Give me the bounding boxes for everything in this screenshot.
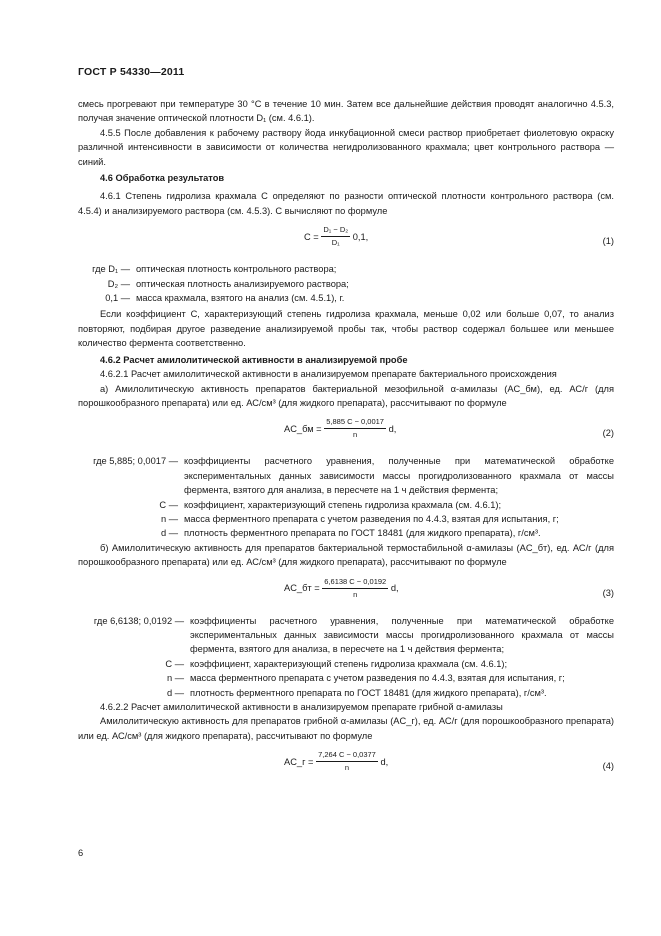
definitions-3: [78, 614, 614, 700]
formula-lhs: AC_г =: [284, 756, 314, 767]
definitions-1: [78, 262, 614, 305]
formula-3: [78, 576, 614, 614]
definitions-2: [78, 454, 614, 540]
fraction: $\frac{6,6138 C - 0,0192}{n}$: [324, 576, 387, 599]
formula-tail: d,: [390, 582, 399, 593]
section-heading: 4.6.2 Расчет амилолитической активности в анализируемой пробе: [100, 354, 408, 365]
def-key: d —: [160, 528, 178, 539]
def-key: C —: [159, 499, 178, 510]
def-key: 0,1 —: [105, 293, 130, 304]
fraction: $\frac{5,885 C - 0,0017}{n}$: [326, 417, 384, 440]
page-number: 6: [78, 848, 84, 858]
formula-lhs: C =: [304, 231, 319, 242]
def-value: плотность ферментного препарата по ГОСТ 18481 (для жидкого препарата), г/см³.: [184, 528, 541, 539]
def-key: n —: [160, 513, 178, 524]
def-value: коэффициенты расчетного уравнения, полученные при математической обработке экспериментальных данных зависимости массы прогидролизованного крахмала от массы фермента, взятого для анализа, в пересчете на 1 ч действия фермента;: [184, 456, 614, 496]
paragraph: б) Амилолитическую активность для препаратов бактериальной термостабильной α-амилазы (AC_бт), ед. АС/г (для порошкообразного препарата) или ед. АС/см³ (для жидкого препарата), рассчитывают по формуле: [78, 542, 614, 568]
def-value: коэффициент, характеризующий степень гидролиза крахмала (см. 4.6.1);: [190, 658, 508, 669]
formula-tail: 0,1,: [352, 231, 369, 242]
def-key: C —: [165, 658, 184, 669]
paragraph: Если коэффициент C, характеризующий степень гидролиза крахмала, меньше 0,02 или больше 0,07, то анализ повторяют, подбирая другое разведение анализируемой пробы так, чтобы раствор содержал большее или меньшее количество фермента соответственно.: [78, 309, 614, 349]
formula-tail: d,: [388, 423, 397, 434]
def-value: плотность ферментного препарата по ГОСТ 18481 (для жидкого препарата), г/см³.: [190, 687, 547, 698]
section-heading: 4.6 Обработка результатов: [100, 173, 225, 184]
formula-number: (1): [602, 236, 614, 247]
def-key: n —: [166, 673, 184, 684]
def-key: где 5,885; 0,0017 —: [93, 456, 178, 467]
formula-tail: d,: [380, 756, 389, 767]
formula-number: (3): [602, 587, 614, 598]
formula-2: [78, 416, 614, 454]
formula-4: [78, 749, 614, 787]
formula-number: (4): [602, 761, 614, 772]
paragraph: 4.6.2.2 Расчет амилолитической активности в анализируемом препарате грибной α-амилазы: [100, 702, 503, 712]
fraction: $\frac{\text{D₁ − D₂}}{\text{D₁}}$: [323, 225, 349, 248]
paragraph: смесь прогревают при температуре 30 °С в течение 10 мин. Затем все дальнейшие действия проводят аналогично 4.5.3, получая значение оптической плотности D₁ (см. 4.6.1).: [78, 99, 614, 124]
document-body: [78, 97, 614, 787]
paragraph: а) Амилолитическую активность препаратов бактериальной мезофильной α-амилазы (AC_бм), ед. АС/г (для порошкообразного препарата) или ед. АС/см³ (для жидкого препарата), рассчитывают по формуле: [78, 383, 614, 408]
document-header: ГОСТ Р 54330—2011: [78, 66, 185, 78]
def-value: коэффициенты расчетного уравнения, полученные при математической обработке экспериментальных данных зависимости массы прогидролизованного крахмала от массы фермента, взятого для анализа, в пересчете на 1 ч действия фермента;: [190, 615, 614, 655]
def-key: d —: [166, 687, 184, 698]
def-value: масса крахмала, взятого на анализ (см. 4.5.1), г.: [136, 293, 345, 304]
formula-1: [78, 224, 614, 262]
def-value: коэффициент, характеризующий степень гидролиза крахмала (см. 4.6.1);: [184, 499, 502, 510]
paragraph: 4.5.5 После добавления к рабочему раствору йода инкубационной смеси раствор приобретает фиолетовую окраску различной интенсивности в зависимости от количества негидролизованного крахмала; цвет контрольного раствора — синий.: [78, 127, 614, 167]
paragraph: 4.6.2.1 Расчет амилолитической активности в анализируемом препарате бактериального происхождения: [100, 369, 557, 380]
paragraph: 4.6.1 Степень гидролиза крахмала C определяют по разности оптической плотности контрольного раствора (см. 4.5.4) и анализируемого раствора (см. 4.5.3). C вычисляют по формуле: [78, 191, 614, 216]
def-key: D₂ —: [107, 278, 130, 289]
formula-lhs: AC_бт =: [284, 582, 320, 593]
def-value: масса ферментного препарата с учетом разведения по 4.4.3, взятая для испытания, г;: [190, 673, 565, 684]
formula-lhs: AC_бм =: [284, 423, 322, 434]
paragraph: Амилолитическую активность для препаратов грибной α-амилазы (AC_г), ед. АС/г (для порошкообразного препарата) или ед. АС/см³ (для жидкого препарата), рассчитывают по формуле: [78, 716, 614, 741]
def-value: оптическая плотность анализируемого раствора;: [136, 278, 349, 289]
fraction: $\frac{7,264 C - 0,0377}{n}$: [318, 750, 376, 773]
def-key: где 6,6138; 0,0192 —: [93, 615, 184, 626]
def-value: масса ферментного препарата с учетом разведения по 4.4.3, взятая для испытания, г;: [184, 513, 559, 524]
def-key: где D₁ —: [92, 264, 130, 275]
formula-number: (2): [602, 428, 614, 439]
def-value: оптическая плотность контрольного раствора;: [136, 264, 337, 275]
